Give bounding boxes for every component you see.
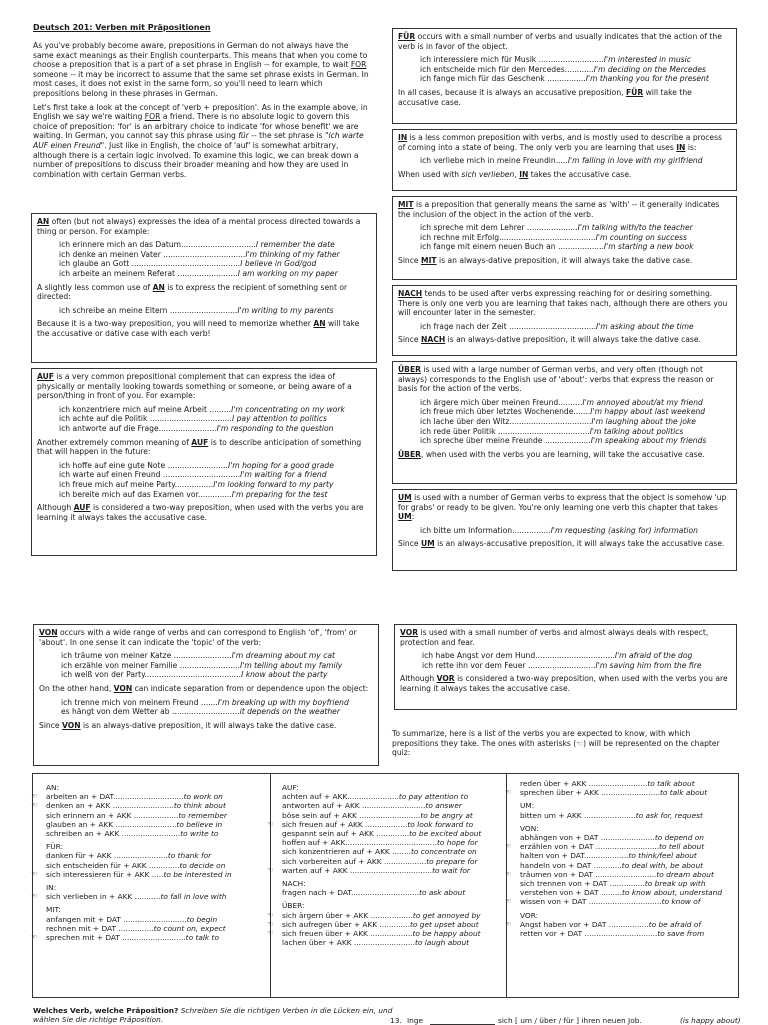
verb-phrase: bitten um + AKK ...................... <box>520 810 636 820</box>
quiz-pointer-icon: ☜ <box>31 801 38 810</box>
verb-group-heading: VON: <box>520 823 539 833</box>
verb-list-column-1 <box>31 779 270 943</box>
verb-translation: to fall in love with <box>160 892 227 902</box>
verb-entry <box>38 861 270 870</box>
verb-translation: to believe in <box>176 819 223 829</box>
verb-translation: to look forward to <box>407 819 474 829</box>
verb-entry <box>512 879 736 888</box>
verb-phrase: lachen über + AKK .......................... <box>282 938 415 948</box>
verb-phrase: sich erinnern an + AKK ................... <box>46 810 179 820</box>
verb-entry <box>274 792 504 801</box>
verb-phrase: sprechen über + AKK ......................... <box>520 788 660 798</box>
verb-phrase: sich konzentrieren auf + AKK ........ <box>282 847 411 857</box>
example-row: ich rede über Politik ...................................... I'm talking about politics <box>420 426 684 436</box>
verb-phrase: sprechen mit + DAT ........................... <box>46 933 186 943</box>
example-row: ich träume von meiner Katze ........................ I'm dreaming about my cat <box>61 651 336 661</box>
verb-phrase: halten von + DAT................... <box>520 851 629 861</box>
verb-group-heading: UM: <box>520 801 535 811</box>
verb-group-heading: AN: <box>46 783 60 792</box>
exercise-sentence: sich [ um / über / für ] ihren neuen Job. <box>498 1016 642 1025</box>
verb-translation: to talk about <box>659 788 708 798</box>
verb-translation: to break up with <box>644 879 706 889</box>
verb-phrase: achten auf + AKK...................... <box>282 792 399 802</box>
column-divider <box>270 773 271 998</box>
intro-paragraph-2: Let's first take a look at the concept of 'verb + preposition'. As in the example above, in English we say we're waiting FOR a friend. There is no absolute logic to govern this choice of preposition: 'for' is an arbitrary choice to indicate 'for whose benefit' we are waiting. In German, you cannot say this phrase using für -- the set phrase is "ich warte AUF einen Freund". Just like in English, the choice of 'auf' is somewhat arbitrary, although there is a certain logic involved. To examine this logic, we can break down a number of prepositions to discuss their broader meaning and how they are used in combination with certain German verbs. <box>33 102 368 179</box>
verb-entry <box>267 919 504 929</box>
quiz-pointer-icon: ☜ <box>505 919 512 928</box>
verb-translation: to work on <box>183 792 223 802</box>
verb-translation: to be afraid of <box>648 919 701 929</box>
verb-translation: to laugh about <box>414 938 470 948</box>
verb-group-heading: IN: <box>46 883 57 893</box>
verb-translation: to ask about <box>419 888 466 898</box>
verb-phrase: abhängen von + DAT ....................... <box>520 833 655 843</box>
example-row: ich verliebe mich in meine Freundin..... I'm falling in love with my girlfriend <box>420 156 703 166</box>
verb-entry <box>267 929 504 939</box>
example-row: ich habe Angst vor dem Hund................................. I'm afraid of the dog <box>422 651 693 661</box>
verb-phrase: handeln von + DAT ............ <box>520 860 622 870</box>
verb-translation: to talk about <box>647 779 695 788</box>
example-row: ich frage nach der Zeit .................................... I'm asking about the time <box>420 321 694 331</box>
verb-entry <box>38 924 270 933</box>
verb-entry <box>512 888 736 897</box>
example-row: ich bitte um Information................ I'm requesting (asking for) information <box>420 525 698 535</box>
example-row: es hängt von dem Wetter ab ............................ it depends on the weather <box>61 707 340 717</box>
verb-entry <box>505 897 736 907</box>
verb-phrase: träumen von + DAT .......................... <box>520 869 657 879</box>
verb-translation: to answer <box>425 801 462 811</box>
exercise-title: Welches Verb, welche Präposition? <box>33 1006 179 1015</box>
box-vor: VOR is used with a small number of verbs and almost always deals with respect, protection and fear. ich habe Angst vor dem Hund................................. I'm afraid of the dog ich rette ihn vor dem Feuer ............................ I'm saving him from the fire Although VOR is considered a two-way preposition, when used with the verbs you are learning it always takes the accusative case. <box>394 624 737 710</box>
verb-phrase: warten auf + AKK ................................... <box>282 865 433 875</box>
verb-translation: to decide on <box>179 860 226 870</box>
verb-translation: to wait for <box>432 865 470 875</box>
column-divider <box>506 773 507 998</box>
verb-translation: to know about, understand <box>622 888 723 898</box>
page-title: Deutsch 201: Verben mit Präpositionen <box>33 23 211 32</box>
verb-entry <box>512 851 736 860</box>
verb-phrase: sich aufregen über + AKK ............. <box>282 919 411 929</box>
verb-translation: to concentrate on <box>410 847 477 857</box>
verb-translation: to begin <box>186 914 218 924</box>
an-examples <box>37 240 371 278</box>
verb-translation: to think/feel about <box>628 851 697 861</box>
quiz-pointer-icon: ☜ <box>505 788 512 797</box>
verb-entry <box>267 910 504 920</box>
box-mit: MIT is a preposition that generally means the same as 'with' -- it generally indicates the inclusion of the object in the action of the verb. ich spreche mit dem Lehrer ..................... I'm talking with/to the teacher ich rechne mit Erfolg........................................ I'm counting on success ich fange mit einem neuen Buch an ................... I'm starting a new book Since MIT is an always-dative preposition, it will always take the dative case. <box>392 196 737 280</box>
verb-phrase: denken an + AKK .......................... <box>46 801 174 811</box>
verb-entry <box>38 851 270 860</box>
verb-phrase: sich vorbereiten auf + AKK .................. <box>282 856 427 866</box>
verb-phrase: fragen nach + DAT............................. <box>282 888 420 898</box>
example-row: ich weiß von der Party........................................ I know about the party <box>61 670 328 680</box>
verb-group-heading: VOR: <box>520 910 539 920</box>
example-row: ich schreibe an meine Eltern ............................ I'm writing to my parents <box>59 305 334 315</box>
verb-translation: to ask for, request <box>635 810 703 820</box>
verb-phrase: anfangen mit + DAT ........................... <box>46 914 187 924</box>
quiz-pointer-icon: ☜ <box>267 919 274 928</box>
quiz-pointer-icon: ☜ <box>267 819 274 828</box>
verb-entry <box>505 788 736 798</box>
verb-list-column-3 <box>505 779 736 939</box>
verb-translation: to depend on <box>654 833 704 843</box>
box-an: AN often (but not always) expresses the idea of a mental process directed towards a thing or person. For example: ich erinnere mich an das Datum............................... I remember the date ich denke an meinen Vater .................................. I'm thinking of my father ich glaube an Gott ............................................. I believe in God/god ich arbeite an meinem Referat ......................... I am working on my paper A slightly less common use of AN is to express the recipient of something sent or directed: ich schreibe an meine Eltern ............................ I'm writing to my parents Because it is a two-way preposition, you will need to memorize whether AN will take the accusative or dative case with each verb! <box>31 213 377 363</box>
box-um: UM is used with a number of German verbs to express that the object is somehow 'up for grabs' or ready to be given. You're only learning one verb this chapter that takes UM: ich bitte um Information................ I'm requesting (asking for) information Since UM is an always-accusative preposition, it will always take the accusative case. <box>392 489 737 571</box>
verb-phrase: glauben an + AKK .......................... <box>46 819 177 829</box>
verb-phrase: sich interessieren für + AKK ..... <box>46 869 164 879</box>
verb-phrase: sich entscheiden für + AKK ............. <box>46 860 180 870</box>
verb-entry <box>267 865 504 875</box>
example-row: ich spreche mit dem Lehrer ..................... I'm talking with/to the teacher <box>420 223 693 233</box>
verb-phrase: sich ärgern über + AKK .................. <box>282 910 413 920</box>
example-row: ich interessiere mich für Musik ........................... I'm interested in music <box>420 55 691 65</box>
verb-entry <box>505 869 736 879</box>
verb-entry <box>274 888 504 897</box>
verb-entry <box>512 861 736 870</box>
verb-list-column-2 <box>267 779 504 948</box>
verb-translation: to get upset about <box>410 919 479 929</box>
example-row: ich trenne mich von meinem Freund ....... I'm breaking up with my boyfriend <box>61 697 349 707</box>
quiz-pointer-icon: ☜ <box>31 792 38 801</box>
verb-entry <box>512 833 736 842</box>
verb-translation: to be excited about <box>409 829 482 839</box>
verb-entry <box>274 847 504 856</box>
verb-phrase: böse sein auf + AKK .......................... <box>282 810 421 820</box>
example-row: ich entscheide mich für den Mercedes............ I'm deciding on the Mercedes <box>420 64 706 74</box>
verb-translation: to think about <box>173 801 226 811</box>
verb-entry <box>274 938 504 947</box>
verb-entry <box>505 842 736 852</box>
verb-entry <box>38 829 270 838</box>
verb-phrase: retten vor + DAT ............................... <box>520 929 658 939</box>
example-row: ich rette ihn vor dem Feuer ............................ I'm saving him from the fire <box>422 660 702 670</box>
verb-translation: to thank for <box>167 851 212 861</box>
quiz-pointer-icon: ☜ <box>267 910 274 919</box>
verb-phrase: hoffen auf + AKK....................................... <box>282 838 437 848</box>
box-in: IN is a less common preposition with verbs, and is mostly used to describe a process of coming into a state of being. The only verb you are learning that uses IN is: ich verliebe mich in meine Freundin..... I'm falling in love with my girlfriend When used with sich verlieben, IN takes the accusative case. <box>392 129 737 191</box>
exercise-instruction-text-2: wählen Sie die richtige Präposition. <box>33 1015 164 1024</box>
box-auf: AUF is a very common prepositional complement that can express the idea of physically or mentally looking towards something or someone, or being aware of a person/thing in front of you. For example: ich konzentriere mich auf meine Arbeit ......... I'm concentrating on my work ich achte auf die Politik .................................. I pay attention to politics ich antworte auf die Frage........................ I'm responding to the question Another extremely common meaning of AUF is to describe anticipation of something that will happen in the future: ich hoffe auf eine gute Note ......................... I'm hoping for a good grade ich warte auf einen Freund ................................ I'm waiting for a friend ich freue mich auf meine Party................ I'm looking forward to my party ich bereite mich auf das Examen vor.............. I'm preparing for the test Although AUF is considered a two-way preposition, when used with the verbs you are learning it always takes the accusative case. <box>31 368 377 556</box>
verb-translation: to be happy about <box>412 929 481 939</box>
verb-entry <box>274 829 504 838</box>
verb-group-heading: ÜBER: <box>282 901 305 911</box>
example-row: ich warte auf einen Freund ................................ I'm waiting for a friend <box>59 470 327 480</box>
example-row: ich konzentriere mich auf meine Arbeit ......... I'm concentrating on my work <box>59 404 345 414</box>
example-row: ich antworte auf die Frage........................ I'm responding to the question <box>59 423 334 433</box>
box-nach: NACH tends to be used after verbs expressing reaching for or desiring something. There is only one verb you are learning that takes nach, although there are others you will encounter later in the semester. ich frage nach der Zeit .................................... I'm asking about the time Since NACH is an always-dative preposition, it will always take the dative case. <box>392 285 737 356</box>
verb-phrase: sich freuen auf + AKK .................. <box>282 819 408 829</box>
verb-entry <box>274 811 504 820</box>
verb-entry <box>31 933 270 943</box>
verb-entry <box>38 820 270 829</box>
verb-phrase: schreiben an + AKK ......................... <box>46 829 181 839</box>
example-row: ich erzähle von meiner Familie ......................... I'm telling about my family <box>61 660 343 670</box>
exercise-subject: Inge <box>407 1016 424 1025</box>
quiz-pointer-icon: ☜ <box>505 869 512 878</box>
example-row: ich freue mich über letztes Wochenende....... I'm happy about last weekend <box>420 407 706 417</box>
verb-phrase: wissen von + DAT ............................... <box>520 897 662 907</box>
verb-group-heading: NACH: <box>282 879 306 889</box>
verb-phrase: sich trennen von + DAT ............... <box>520 879 645 889</box>
verb-phrase: reden über + AKK ......................... <box>520 779 648 788</box>
summary-text: To summarize, here is a list of the verbs you are expected to know, with which prepositions they take. The ones with asterisks (☜) will be represented on the chapter quiz: <box>392 729 720 758</box>
example-row: ich denke an meinen Vater .................................. I'm thinking of my father <box>59 249 340 259</box>
verb-translation: to know of <box>661 897 701 907</box>
example-row: ich arbeite an meinem Referat ......................... I am working on my paper <box>59 268 338 278</box>
verb-translation: to write to <box>180 829 219 839</box>
verb-entry <box>31 869 270 879</box>
verb-translation: to deal with, be about <box>621 860 704 870</box>
verb-translation: to be interested in <box>163 869 232 879</box>
box-fur: FÜR occurs with a small number of verbs and usually indicates that the action of the verb is in favor of the object. ich interessiere mich für Musik ........................... I'm interested in music ich entscheide mich für den Mercedes............ I'm deciding on the Mercedes ich fange mich für das Geschenk ................ I'm thanking you for the present In all cases, because it is always an accusative preposition, FÜR will take the accusative case. <box>392 28 737 124</box>
example-row: ich fange mich für das Geschenk ................ I'm thanking you for the present <box>420 74 709 84</box>
example-row: ich lache über den Witz.................................. I'm laughing about the joke <box>420 416 696 426</box>
verb-entry <box>267 819 504 829</box>
verb-phrase: danken für + AKK ....................... <box>46 851 168 861</box>
verb-translation: to pay attention to <box>398 792 469 802</box>
exercise-hint: (is happy about) <box>680 1016 741 1025</box>
example-row: ich achte auf die Politik .................................. I pay attention to politics <box>59 414 327 424</box>
example-row: ich fange mit einem neuen Buch an ................... I'm starting a new book <box>420 242 694 252</box>
intro-paragraph-1: As you've probably become aware, prepositions in German do not always have the same exact meanings as their English counterparts. This means that when you come to choose a preposition that is a part of a set phrase in English -- for example, to wait FOR someone -- it may be incorrect to assume that the same set phrase exists in German. In most cases, it does not exist in the same form, so you'll need to learn which prepositions belong in these phrases in German. <box>33 41 369 98</box>
verb-translation: to hope for <box>436 838 478 848</box>
quiz-pointer-icon: ☜ <box>31 869 38 878</box>
example-row: ich ärgere mich über meinen Freund.......... I'm annoyed about/at my friend <box>420 397 703 407</box>
verb-group-heading: FÜR: <box>46 842 64 852</box>
example-row: ich rechne mit Erfolg........................................ I'm counting on success <box>420 232 687 242</box>
verb-entry <box>274 857 504 866</box>
exercise-instructions <box>33 1006 392 1024</box>
verb-translation: to save from <box>657 929 705 939</box>
verb-phrase: sich freuen über + AKK .................. <box>282 929 413 939</box>
verb-entry <box>274 838 504 847</box>
verb-entry <box>38 915 270 924</box>
box-uber: ÜBER is used with a large number of German verbs, and very often (though not always) corresponds to the English use of 'about': verbs that express the reason or basis for the action of the verbs. ich ärgere mich über meinen Freund.......... I'm annoyed about/at my friend ich freue mich über letztes Wochenende....... I'm happy about last weekend ich lache über den Witz.................................. I'm laughing about the joke ich rede über Politik ...................................... I'm talking about politics ich spreche über meine Freunde ................... I'm speaking about my friends ÜBER, when used with the verbs you are learning, will take the accusative case. <box>392 361 737 484</box>
verb-phrase: antworten auf + AKK ........................... <box>282 801 426 811</box>
verb-entry <box>31 892 270 902</box>
verb-phrase: verstehen von + DAT ......... <box>520 888 623 898</box>
verb-phrase: erzählen von + DAT ........................... <box>520 842 660 852</box>
verb-entry <box>512 811 736 820</box>
verb-entry <box>512 929 736 938</box>
verb-group-heading: MIT: <box>46 905 61 915</box>
quiz-pointer-icon: ☜ <box>267 929 274 938</box>
quiz-pointer-icon: ☜ <box>31 933 38 942</box>
verb-entry <box>31 801 270 811</box>
quiz-pointer-icon: ☜ <box>31 892 38 901</box>
verb-translation: to count on, expect <box>153 923 226 933</box>
exercise-number: 13. <box>390 1016 402 1025</box>
box-von: VON occurs with a wide range of verbs and can correspond to English 'of', 'from' or 'about'. In one sense it can indicate the 'topic' of the verb: ich träume von meiner Katze ........................ I'm dreaming about my cat ich erzähle von meiner Familie ......................... I'm telling about my family ich weiß von der Party........................................ I know about the party On the other hand, VON can indicate separation from or dependence upon the object: ich trenne mich von meinem Freund ....... I'm breaking up with my boyfriend es hängt von dem Wetter ab ............................ it depends on the weather Since VON is an always-dative preposition, it will always take the dative case. <box>33 624 379 766</box>
verb-translation: to tell about <box>659 842 705 852</box>
verb-entry <box>38 811 270 820</box>
example-row: ich spreche über meine Freunde ................... I'm speaking about my friends <box>420 436 707 446</box>
verb-translation: to get annoyed by <box>412 910 481 920</box>
example-row: ich bereite mich auf das Examen vor.............. I'm preparing for the test <box>59 489 328 499</box>
verb-translation: to talk to <box>185 933 219 943</box>
verb-translation: to dream about <box>656 869 714 879</box>
exercise-instruction-text: Schreiben Sie die richtigen Verben in die Lücken ein, und <box>180 1006 393 1015</box>
verb-group-heading: AUF: <box>282 783 299 792</box>
example-row: ich glaube an Gott ............................................. I believe in God/god <box>59 259 317 269</box>
verb-translation: to remember <box>178 810 227 820</box>
verb-entry <box>505 919 736 929</box>
verb-phrase: gespannt sein auf + AKK .............. <box>282 829 410 839</box>
quiz-pointer-icon: ☜ <box>267 865 274 874</box>
verb-translation: to be angry at <box>420 810 473 820</box>
verb-entry <box>274 801 504 810</box>
verb-phrase: arbeiten an + DAT.............................. <box>46 792 184 802</box>
example-row: ich hoffe auf eine gute Note ......................... I'm hoping for a good grade <box>59 460 334 470</box>
intro <box>33 41 370 179</box>
verb-phrase: sich verlieben in + AKK ........... <box>46 892 161 902</box>
verb-entry <box>31 792 270 802</box>
verb-phrase: rechnen mit + DAT ............... <box>46 923 154 933</box>
quiz-pointer-icon: ☜ <box>505 897 512 906</box>
verb-entry <box>512 779 736 788</box>
example-row: ich freue mich auf meine Party................ I'm looking forward to my party <box>59 479 334 489</box>
quiz-pointer-icon: ☜ <box>505 842 512 851</box>
verb-phrase: Angst haben vor + DAT ................. <box>520 919 649 929</box>
example-row: ich erinnere mich an das Datum............................... I remember the date <box>59 240 335 250</box>
verb-translation: to prepare for <box>426 856 478 866</box>
